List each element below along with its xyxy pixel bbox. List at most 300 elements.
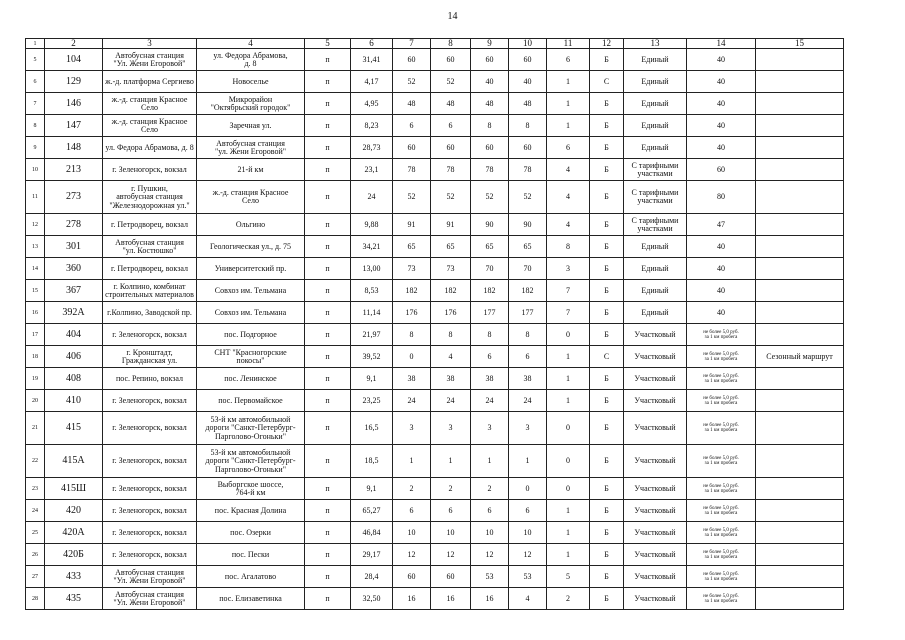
table-cell: Участковый	[624, 522, 687, 544]
table-cell: 16	[393, 588, 431, 610]
table-cell: С тарифными участками	[624, 159, 687, 181]
table-cell: г. Зеленогорск, вокзал	[103, 500, 197, 522]
table-cell: 12	[471, 544, 509, 566]
table-cell: п	[305, 214, 351, 236]
table-cell: Геологическая ул., д. 75	[197, 236, 305, 258]
table-cell	[756, 258, 844, 280]
table-cell: 3	[431, 412, 471, 445]
table-cell: 182	[431, 280, 471, 302]
table-cell: 20	[26, 390, 45, 412]
table-cell: Участковый	[624, 566, 687, 588]
table-cell: 52	[393, 181, 431, 214]
table-row	[26, 368, 844, 390]
table-cell: пос. Репино, вокзал	[103, 368, 197, 390]
table-cell: 8	[471, 115, 509, 137]
table-cell: г. Петродворец, вокзал	[103, 214, 197, 236]
table-cell: г. Пушкин, автобусная станция "Железнодорожная ул."	[103, 181, 197, 214]
table-cell: 2	[547, 588, 590, 610]
table-cell: С тарифными участками	[624, 214, 687, 236]
table-cell: 40	[687, 49, 756, 71]
table-cell: п	[305, 500, 351, 522]
table-cell: 48	[393, 93, 431, 115]
table-cell: 420	[45, 500, 103, 522]
table-cell: г. Зеленогорск, вокзал	[103, 445, 197, 478]
table-cell: 32,50	[351, 588, 393, 610]
table-cell: Б	[590, 544, 624, 566]
table-cell: 404	[45, 324, 103, 346]
table-cell: Ольгино	[197, 214, 305, 236]
table-cell: Сезонный маршрут	[756, 346, 844, 368]
table-cell: 78	[431, 159, 471, 181]
table-cell: п	[305, 49, 351, 71]
table-cell: 24	[351, 181, 393, 214]
table-cell: 420А	[45, 522, 103, 544]
column-header-6: 6	[351, 39, 393, 49]
table-cell: Участковый	[624, 390, 687, 412]
table-cell: 273	[45, 181, 103, 214]
routes-table	[25, 38, 844, 610]
table-cell	[756, 236, 844, 258]
table-cell: 433	[45, 566, 103, 588]
table-cell: 1	[547, 346, 590, 368]
table-cell: 3	[471, 412, 509, 445]
column-header-9: 9	[471, 39, 509, 49]
table-cell: 10	[393, 522, 431, 544]
table-cell: Б	[590, 390, 624, 412]
table-cell: 12	[431, 544, 471, 566]
table-cell: 1	[431, 445, 471, 478]
table-cell: 7	[547, 280, 590, 302]
table-row	[26, 280, 844, 302]
table-cell	[756, 566, 844, 588]
column-header-8: 8	[431, 39, 471, 49]
table-cell: 182	[471, 280, 509, 302]
table-cell: п	[305, 324, 351, 346]
table-cell: п	[305, 302, 351, 324]
table-cell: 73	[393, 258, 431, 280]
table-cell: п	[305, 258, 351, 280]
table-cell: 6	[547, 137, 590, 159]
table-cell: пос. Первомайское	[197, 390, 305, 412]
table-cell: 1	[509, 445, 547, 478]
table-cell: 78	[393, 159, 431, 181]
table-cell: 65	[431, 236, 471, 258]
table-cell: 415	[45, 412, 103, 445]
table-cell: 65	[509, 236, 547, 258]
table-cell: 40	[687, 302, 756, 324]
table-cell: Университетский пр.	[197, 258, 305, 280]
column-header-14: 14	[687, 39, 756, 49]
table-cell: не более 5,0 руб. за 1 км пробега	[687, 500, 756, 522]
table-cell: 47	[687, 214, 756, 236]
table-cell: 34,21	[351, 236, 393, 258]
table-cell: 0	[547, 324, 590, 346]
table-cell: Участковый	[624, 445, 687, 478]
table-cell: Б	[590, 478, 624, 500]
table-cell: 7	[26, 93, 45, 115]
table-cell: 60	[431, 137, 471, 159]
table-cell: 24	[471, 390, 509, 412]
table-cell: 40	[687, 115, 756, 137]
table-cell: пос. Ленинское	[197, 368, 305, 390]
table-cell: п	[305, 445, 351, 478]
table-cell: 5	[547, 566, 590, 588]
table-cell: 182	[509, 280, 547, 302]
table-cell	[756, 302, 844, 324]
table-row	[26, 236, 844, 258]
table-cell: 78	[471, 159, 509, 181]
table-cell: Б	[590, 258, 624, 280]
table-cell	[756, 159, 844, 181]
table-row	[26, 214, 844, 236]
table-cell: 1	[547, 71, 590, 93]
table-cell: г. Зеленогорск, вокзал	[103, 390, 197, 412]
table-row	[26, 324, 844, 346]
table-cell: 16,5	[351, 412, 393, 445]
column-header-15: 15	[756, 39, 844, 49]
table-cell: 4	[431, 346, 471, 368]
table-row	[26, 412, 844, 445]
table-cell: 90	[471, 214, 509, 236]
table-cell: 40	[687, 71, 756, 93]
table-cell: 6	[471, 346, 509, 368]
table-cell: Участковый	[624, 368, 687, 390]
table-cell: 40	[687, 258, 756, 280]
table-cell: 7	[547, 302, 590, 324]
table-cell: 60	[431, 566, 471, 588]
table-cell: Б	[590, 49, 624, 71]
table-cell: 11,14	[351, 302, 393, 324]
table-cell: Б	[590, 280, 624, 302]
table-cell: Б	[590, 368, 624, 390]
table-cell: 10	[509, 522, 547, 544]
table-cell: 52	[431, 181, 471, 214]
table-cell: Автобусная станция "Ул. Жени Егоровой"	[103, 566, 197, 588]
column-header-5: 5	[305, 39, 351, 49]
table-row	[26, 137, 844, 159]
table-cell: 8	[431, 324, 471, 346]
table-cell: г. Зеленогорск, вокзал	[103, 412, 197, 445]
table-cell: п	[305, 236, 351, 258]
table-cell: 6	[509, 346, 547, 368]
table-cell: г. Кронштадт, Гражданская ул.	[103, 346, 197, 368]
table-cell: 12	[393, 544, 431, 566]
table-row	[26, 93, 844, 115]
table-cell: Б	[590, 181, 624, 214]
table-cell: г. Зеленогорск, вокзал	[103, 522, 197, 544]
table-row	[26, 181, 844, 214]
table-cell: 5	[26, 49, 45, 71]
table-cell	[756, 137, 844, 159]
table-cell: не более 5,0 руб. за 1 км пробега	[687, 522, 756, 544]
column-header-2: 2	[45, 39, 103, 49]
table-cell: пос. Красная Долина	[197, 500, 305, 522]
table-cell: 40	[509, 71, 547, 93]
table-cell: Б	[590, 302, 624, 324]
table-row	[26, 500, 844, 522]
table-cell: 408	[45, 368, 103, 390]
table-cell: 410	[45, 390, 103, 412]
table-cell: 60	[431, 49, 471, 71]
table-cell: Б	[590, 137, 624, 159]
table-cell: 53	[509, 566, 547, 588]
table-cell: 213	[45, 159, 103, 181]
table-cell: 13,00	[351, 258, 393, 280]
table-cell: 2	[431, 478, 471, 500]
table-cell	[756, 368, 844, 390]
table-cell	[756, 544, 844, 566]
table-cell: Единый	[624, 93, 687, 115]
table-cell: 24	[431, 390, 471, 412]
table-cell: ул. Федора Абрамова, д. 8	[103, 137, 197, 159]
table-cell: 4	[547, 214, 590, 236]
table-cell: ул. Федора Абрамова, д. 8	[197, 49, 305, 71]
table-row	[26, 302, 844, 324]
table-cell: 40	[687, 137, 756, 159]
table-cell: 16	[471, 588, 509, 610]
table-cell: 48	[471, 93, 509, 115]
table-cell: 60	[393, 49, 431, 71]
table-cell: 60	[509, 137, 547, 159]
table-cell	[756, 280, 844, 302]
table-cell: 360	[45, 258, 103, 280]
table-cell: 65	[393, 236, 431, 258]
table-cell: п	[305, 346, 351, 368]
table-cell: 60	[471, 49, 509, 71]
table-cell: 11	[26, 181, 45, 214]
table-cell: 14	[26, 258, 45, 280]
table-cell: 4	[547, 159, 590, 181]
table-cell	[756, 93, 844, 115]
table-cell: 52	[393, 71, 431, 93]
table-cell: 176	[431, 302, 471, 324]
table-cell: 9,1	[351, 368, 393, 390]
table-cell: Единый	[624, 280, 687, 302]
table-cell: 12	[509, 544, 547, 566]
table-cell: 1	[393, 445, 431, 478]
table-cell: 8	[509, 324, 547, 346]
table-row	[26, 478, 844, 500]
table-cell: 18	[26, 346, 45, 368]
table-cell: 48	[509, 93, 547, 115]
table-cell: п	[305, 390, 351, 412]
table-cell: п	[305, 588, 351, 610]
table-cell: 60	[509, 49, 547, 71]
table-cell: 9,88	[351, 214, 393, 236]
table-cell: п	[305, 181, 351, 214]
table-cell: 8	[26, 115, 45, 137]
table-cell: Автобусная станция "Ул. Жени Егоровой"	[103, 588, 197, 610]
table-cell	[756, 478, 844, 500]
table-cell: 4	[547, 181, 590, 214]
table-cell: Участковый	[624, 346, 687, 368]
table-cell: 15	[26, 280, 45, 302]
table-cell: Б	[590, 445, 624, 478]
table-cell: 1	[547, 500, 590, 522]
table-row	[26, 49, 844, 71]
table-cell: 78	[509, 159, 547, 181]
table-cell: 10	[431, 522, 471, 544]
table-cell: 6	[393, 500, 431, 522]
table-cell: 60	[687, 159, 756, 181]
table-cell: 91	[393, 214, 431, 236]
table-cell: Б	[590, 159, 624, 181]
table-cell: г. Зеленогорск, вокзал	[103, 544, 197, 566]
table-cell: 406	[45, 346, 103, 368]
table-cell: г.Колпино, Заводской пр.	[103, 302, 197, 324]
table-cell: 40	[687, 236, 756, 258]
table-cell: 148	[45, 137, 103, 159]
table-cell: Заречная ул.	[197, 115, 305, 137]
table-cell: 38	[509, 368, 547, 390]
table-cell: 18,5	[351, 445, 393, 478]
table-cell: Выборгское шоссе, 764-й км	[197, 478, 305, 500]
table-cell	[756, 324, 844, 346]
table-cell: Совхоз им. Тельмана	[197, 280, 305, 302]
table-cell: 177	[509, 302, 547, 324]
table-cell	[756, 588, 844, 610]
table-cell: 23,1	[351, 159, 393, 181]
table-cell: п	[305, 93, 351, 115]
table-cell: 415Ш	[45, 478, 103, 500]
table-cell: 91	[431, 214, 471, 236]
table-cell: 25	[26, 522, 45, 544]
table-cell: г. Петродворец, вокзал	[103, 258, 197, 280]
column-header-13: 13	[624, 39, 687, 49]
table-cell: 48	[431, 93, 471, 115]
table-row	[26, 445, 844, 478]
table-cell: 1	[547, 93, 590, 115]
table-cell: 0	[393, 346, 431, 368]
column-header-4: 4	[197, 39, 305, 49]
table-cell: г. Колпино, комбинат строительных материалов	[103, 280, 197, 302]
table-cell: 6	[431, 500, 471, 522]
table-cell: 435	[45, 588, 103, 610]
table-cell: 26	[26, 544, 45, 566]
table-cell: 2	[393, 478, 431, 500]
table-cell: 60	[393, 566, 431, 588]
table-cell	[756, 181, 844, 214]
table-cell: Участковый	[624, 324, 687, 346]
table-cell: 1	[547, 390, 590, 412]
table-cell: 367	[45, 280, 103, 302]
table-cell: Единый	[624, 258, 687, 280]
table-cell: п	[305, 159, 351, 181]
table-cell: Микрорайон "Октябрьский городок"	[197, 93, 305, 115]
table-cell: 4,17	[351, 71, 393, 93]
table-cell: Б	[590, 566, 624, 588]
table-cell: 177	[471, 302, 509, 324]
table-cell: ж.-д. станция Красное Село	[103, 93, 197, 115]
table-cell: не более 5,0 руб. за 1 км пробега	[687, 390, 756, 412]
table-cell: Б	[590, 522, 624, 544]
table-cell: п	[305, 478, 351, 500]
table-cell: 22	[26, 445, 45, 478]
table-cell: 9	[26, 137, 45, 159]
table-cell: 3	[547, 258, 590, 280]
table-cell: Б	[590, 214, 624, 236]
table-cell: 2	[471, 478, 509, 500]
table-cell: Новоселье	[197, 71, 305, 93]
table-cell: п	[305, 544, 351, 566]
table-cell: С тарифными участками	[624, 181, 687, 214]
table-cell: ж.-д. станция Красное Село	[197, 181, 305, 214]
table-cell: 8	[471, 324, 509, 346]
table-cell: Участковый	[624, 544, 687, 566]
table-cell: 24	[393, 390, 431, 412]
table-cell: 21,97	[351, 324, 393, 346]
table-cell: 3	[393, 412, 431, 445]
table-cell: 147	[45, 115, 103, 137]
table-cell	[756, 500, 844, 522]
table-cell: 38	[431, 368, 471, 390]
column-header-3: 3	[103, 39, 197, 49]
table-cell: 73	[431, 258, 471, 280]
table-cell: 90	[509, 214, 547, 236]
table-cell: г. Зеленогорск, вокзал	[103, 324, 197, 346]
column-header-11: 11	[547, 39, 590, 49]
table-cell: Б	[590, 236, 624, 258]
table-cell: 23,25	[351, 390, 393, 412]
table-row	[26, 258, 844, 280]
table-cell: СНТ "Красногорские покосы"	[197, 346, 305, 368]
table-cell: пос. Елизаветинка	[197, 588, 305, 610]
table-cell: 1	[547, 522, 590, 544]
table-cell: 0	[547, 478, 590, 500]
column-header-7: 7	[393, 39, 431, 49]
table-cell: п	[305, 71, 351, 93]
table-cell: 6	[393, 115, 431, 137]
table-cell: 38	[471, 368, 509, 390]
table-cell: 4	[509, 588, 547, 610]
table-cell: 53-й км автомобильной дороги "Санкт-Петербург- Парголово-Огоньки"	[197, 412, 305, 445]
table-cell: не более 5,0 руб. за 1 км пробега	[687, 566, 756, 588]
table-cell: 39,52	[351, 346, 393, 368]
table-cell	[756, 49, 844, 71]
table-cell: 13	[26, 236, 45, 258]
table-cell: 1	[547, 115, 590, 137]
table-cell: 46,84	[351, 522, 393, 544]
table-cell: 146	[45, 93, 103, 115]
table-cell	[756, 522, 844, 544]
column-header-1: 1	[26, 39, 45, 49]
table-cell: 3	[509, 412, 547, 445]
table-cell: 70	[509, 258, 547, 280]
table-cell: 9,1	[351, 478, 393, 500]
table-cell: 4,95	[351, 93, 393, 115]
table-cell: 8,23	[351, 115, 393, 137]
table-cell: п	[305, 368, 351, 390]
table-cell: не более 5,0 руб. за 1 км пробега	[687, 346, 756, 368]
table-cell	[756, 390, 844, 412]
table-cell: Б	[590, 500, 624, 522]
table-cell: Б	[590, 324, 624, 346]
table-cell: не более 5,0 руб. за 1 км пробега	[687, 478, 756, 500]
column-header-10: 10	[509, 39, 547, 49]
table-cell: не более 5,0 руб. за 1 км пробега	[687, 368, 756, 390]
table-cell: 65	[471, 236, 509, 258]
table-cell: Единый	[624, 71, 687, 93]
table-cell: 0	[547, 445, 590, 478]
table-cell: 16	[431, 588, 471, 610]
table-cell: 52	[509, 181, 547, 214]
table-cell: 16	[26, 302, 45, 324]
table-cell: 278	[45, 214, 103, 236]
table-cell: 38	[393, 368, 431, 390]
page-number: 14	[447, 11, 458, 22]
table-row	[26, 522, 844, 544]
column-header-12: 12	[590, 39, 624, 49]
